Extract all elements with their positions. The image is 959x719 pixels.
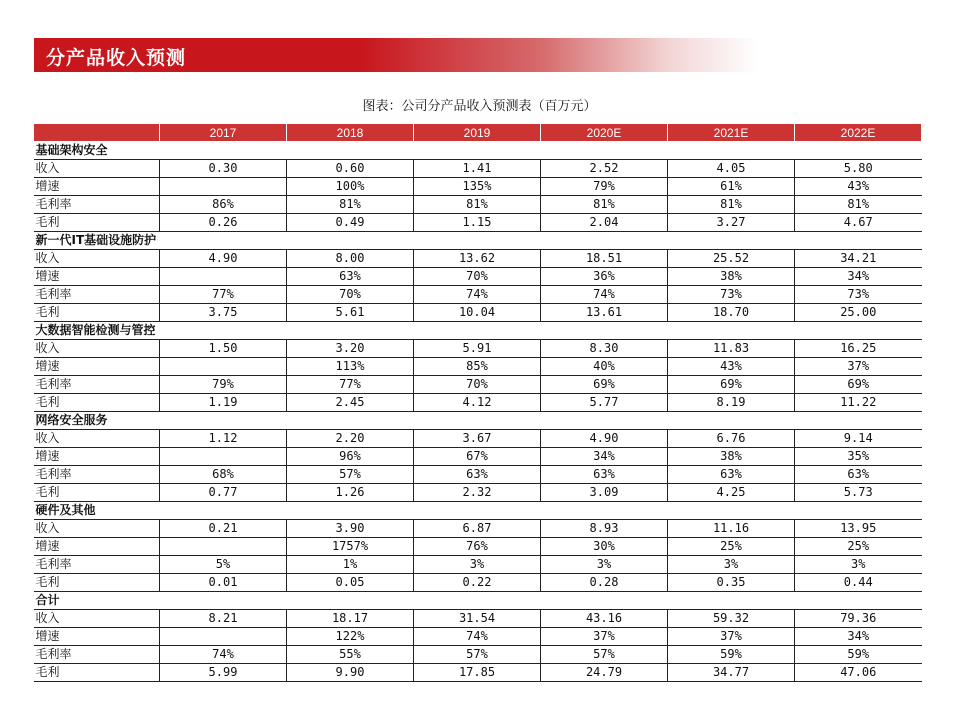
row-label: 收入 (34, 430, 160, 448)
table-cell: 5.99 (160, 664, 287, 682)
table-cell: 86% (160, 196, 287, 214)
table-cell: 3.20 (287, 340, 414, 358)
table-cell: 3.67 (414, 430, 541, 448)
table-cell: 0.28 (541, 574, 668, 592)
table-cell: 38% (668, 268, 795, 286)
column-header: 2017 (160, 124, 287, 142)
table-cell: 122% (287, 628, 414, 646)
table-cell: 74% (541, 286, 668, 304)
table-row (34, 394, 922, 412)
table-cell (160, 538, 287, 556)
table-cell: 25.00 (795, 304, 922, 322)
table-cell: 74% (414, 286, 541, 304)
table-cell: 3% (668, 556, 795, 574)
table-cell: 81% (668, 196, 795, 214)
table-row (34, 484, 922, 502)
table-cell: 0.49 (287, 214, 414, 232)
table-cell: 0.26 (160, 214, 287, 232)
table-row (34, 610, 922, 628)
table-row (34, 466, 922, 484)
table-cell: 3.27 (668, 214, 795, 232)
section-name: 硬件及其他 (34, 502, 922, 520)
table-cell: 2.45 (287, 394, 414, 412)
table-cell: 70% (414, 268, 541, 286)
table-cell: 8.30 (541, 340, 668, 358)
table-row (34, 196, 922, 214)
table-cell: 5.91 (414, 340, 541, 358)
table-cell: 6.87 (414, 520, 541, 538)
table-cell: 3.75 (160, 304, 287, 322)
table-cell: 5.80 (795, 160, 922, 178)
table-cell: 1% (287, 556, 414, 574)
forecast-table (33, 123, 922, 682)
table-cell: 1.41 (414, 160, 541, 178)
section-header-row (34, 412, 922, 430)
table-cell: 3.90 (287, 520, 414, 538)
table-cell: 81% (414, 196, 541, 214)
table-cell: 79.36 (795, 610, 922, 628)
table-cell: 67% (414, 448, 541, 466)
table-cell: 73% (668, 286, 795, 304)
table-cell: 11.22 (795, 394, 922, 412)
table-cell: 37% (668, 628, 795, 646)
table-cell: 0.30 (160, 160, 287, 178)
table-cell: 0.44 (795, 574, 922, 592)
table-cell: 4.05 (668, 160, 795, 178)
table-body (34, 142, 922, 682)
table-cell: 37% (541, 628, 668, 646)
table-cell: 57% (414, 646, 541, 664)
table-cell: 1.12 (160, 430, 287, 448)
row-label: 毛利率 (34, 196, 160, 214)
table-cell (160, 358, 287, 376)
table-cell: 38% (668, 448, 795, 466)
table-cell: 69% (668, 376, 795, 394)
column-header: 2020E (541, 124, 668, 142)
table-cell: 0.35 (668, 574, 795, 592)
table-cell: 25% (795, 538, 922, 556)
section-title: 分产品收入预测 (46, 47, 187, 69)
table-row (34, 646, 922, 664)
table-cell: 34% (795, 268, 922, 286)
table-cell: 69% (541, 376, 668, 394)
table-cell: 9.14 (795, 430, 922, 448)
table-cell: 74% (160, 646, 287, 664)
table-cell: 81% (287, 196, 414, 214)
table-cell: 100% (287, 178, 414, 196)
table-cell: 55% (287, 646, 414, 664)
table-cell: 70% (414, 376, 541, 394)
table-cell: 77% (160, 286, 287, 304)
table-cell: 5.61 (287, 304, 414, 322)
table-cell: 4.25 (668, 484, 795, 502)
table-cell: 47.06 (795, 664, 922, 682)
table-cell: 70% (287, 286, 414, 304)
row-label: 毛利率 (34, 556, 160, 574)
column-header (34, 124, 160, 142)
table-cell: 13.61 (541, 304, 668, 322)
table-cell: 0.60 (287, 160, 414, 178)
row-label: 毛利 (34, 214, 160, 232)
table-cell: 34.77 (668, 664, 795, 682)
table-row (34, 340, 922, 358)
table-cell: 1.19 (160, 394, 287, 412)
table-row (34, 160, 922, 178)
table-cell: 2.04 (541, 214, 668, 232)
table-caption: 图表：公司分产品收入预测表（百万元） (362, 99, 597, 114)
section-name: 基础架构安全 (34, 142, 922, 160)
section-name: 网络安全服务 (34, 412, 922, 430)
section-banner (34, 38, 758, 72)
table-cell: 10.04 (414, 304, 541, 322)
table-cell: 63% (795, 466, 922, 484)
table-cell: 31.54 (414, 610, 541, 628)
table-cell: 69% (795, 376, 922, 394)
table-cell: 34.21 (795, 250, 922, 268)
table-cell: 3% (795, 556, 922, 574)
table-cell: 34% (541, 448, 668, 466)
table-cell: 63% (287, 268, 414, 286)
table-cell: 5.73 (795, 484, 922, 502)
table-cell: 11.83 (668, 340, 795, 358)
table-cell: 0.21 (160, 520, 287, 538)
row-label: 毛利率 (34, 466, 160, 484)
table-cell (160, 268, 287, 286)
table-cell: 11.16 (668, 520, 795, 538)
table-cell: 1.26 (287, 484, 414, 502)
row-label: 毛利率 (34, 286, 160, 304)
row-label: 收入 (34, 520, 160, 538)
table-cell: 63% (414, 466, 541, 484)
row-label: 收入 (34, 160, 160, 178)
table-cell: 13.95 (795, 520, 922, 538)
table-row (34, 448, 922, 466)
table-cell: 79% (541, 178, 668, 196)
column-header: 2021E (668, 124, 795, 142)
table-cell: 5% (160, 556, 287, 574)
table-cell: 24.79 (541, 664, 668, 682)
row-label: 毛利率 (34, 376, 160, 394)
table-cell (160, 448, 287, 466)
row-label: 收入 (34, 610, 160, 628)
table-row (34, 556, 922, 574)
table-row (34, 250, 922, 268)
table-cell: 34% (795, 628, 922, 646)
row-label: 毛利 (34, 394, 160, 412)
table-row (34, 304, 922, 322)
table-cell: 1757% (287, 538, 414, 556)
table-cell: 0.01 (160, 574, 287, 592)
table-cell: 4.90 (160, 250, 287, 268)
section-header-row (34, 142, 922, 160)
table-row (34, 178, 922, 196)
section-header-row (34, 502, 922, 520)
table-cell: 81% (541, 196, 668, 214)
table-cell: 18.17 (287, 610, 414, 628)
table-cell: 25% (668, 538, 795, 556)
row-label: 增速 (34, 358, 160, 376)
table-row (34, 214, 922, 232)
table-cell: 85% (414, 358, 541, 376)
table-cell: 25.52 (668, 250, 795, 268)
table-cell: 4.90 (541, 430, 668, 448)
section-header-row (34, 322, 922, 340)
table-cell: 1.50 (160, 340, 287, 358)
table-cell: 36% (541, 268, 668, 286)
table-cell: 57% (541, 646, 668, 664)
table-cell: 2.20 (287, 430, 414, 448)
table-cell: 73% (795, 286, 922, 304)
table-cell: 4.12 (414, 394, 541, 412)
row-label: 收入 (34, 340, 160, 358)
table-cell: 6.76 (668, 430, 795, 448)
table-cell: 2.32 (414, 484, 541, 502)
table-cell: 63% (668, 466, 795, 484)
section-name: 大数据智能检测与管控 (34, 322, 922, 340)
table-cell: 63% (541, 466, 668, 484)
table-cell: 18.51 (541, 250, 668, 268)
section-header-row (34, 232, 922, 250)
table-row (34, 430, 922, 448)
row-label: 增速 (34, 178, 160, 196)
row-label: 增速 (34, 538, 160, 556)
row-label: 毛利 (34, 304, 160, 322)
table-cell: 57% (287, 466, 414, 484)
table-row (34, 574, 922, 592)
table-cell (160, 178, 287, 196)
table-cell: 81% (795, 196, 922, 214)
table-cell: 4.67 (795, 214, 922, 232)
row-label: 毛利 (34, 484, 160, 502)
table-cell: 0.05 (287, 574, 414, 592)
column-header: 2019 (414, 124, 541, 142)
row-label: 增速 (34, 448, 160, 466)
table-cell: 30% (541, 538, 668, 556)
table-cell: 43% (668, 358, 795, 376)
table-cell: 8.00 (287, 250, 414, 268)
table-cell: 35% (795, 448, 922, 466)
table-cell: 135% (414, 178, 541, 196)
table-cell: 18.70 (668, 304, 795, 322)
table-row (34, 286, 922, 304)
table-cell: 0.77 (160, 484, 287, 502)
table-row (34, 538, 922, 556)
table-cell: 96% (287, 448, 414, 466)
header-row (34, 124, 922, 142)
table-cell: 113% (287, 358, 414, 376)
row-label: 毛利率 (34, 646, 160, 664)
table-cell: 79% (160, 376, 287, 394)
table-cell: 8.19 (668, 394, 795, 412)
table-cell: 8.93 (541, 520, 668, 538)
table-cell: 59.32 (668, 610, 795, 628)
row-label: 增速 (34, 628, 160, 646)
table-cell: 77% (287, 376, 414, 394)
table-cell: 13.62 (414, 250, 541, 268)
table-cell: 3% (541, 556, 668, 574)
table-cell: 5.77 (541, 394, 668, 412)
table-row (34, 520, 922, 538)
section-header-row (34, 592, 922, 610)
row-label: 收入 (34, 250, 160, 268)
row-label: 毛利 (34, 574, 160, 592)
table-cell: 61% (668, 178, 795, 196)
table-row (34, 268, 922, 286)
table-cell: 9.90 (287, 664, 414, 682)
table-cell: 74% (414, 628, 541, 646)
table-row (34, 376, 922, 394)
table-row (34, 358, 922, 376)
table-cell: 59% (668, 646, 795, 664)
row-label: 毛利 (34, 664, 160, 682)
column-header: 2022E (795, 124, 922, 142)
table-cell: 2.52 (541, 160, 668, 178)
table-cell: 1.15 (414, 214, 541, 232)
table-row (34, 664, 922, 682)
table-cell: 8.21 (160, 610, 287, 628)
table-row (34, 628, 922, 646)
column-header: 2018 (287, 124, 414, 142)
table-cell: 3% (414, 556, 541, 574)
table-cell: 16.25 (795, 340, 922, 358)
section-name: 新一代IT基础设施防护 (34, 232, 922, 250)
table-cell: 37% (795, 358, 922, 376)
table-cell: 17.85 (414, 664, 541, 682)
row-label: 增速 (34, 268, 160, 286)
table-cell: 40% (541, 358, 668, 376)
table-cell: 3.09 (541, 484, 668, 502)
table-cell: 59% (795, 646, 922, 664)
table-cell: 0.22 (414, 574, 541, 592)
table-cell (160, 628, 287, 646)
section-name: 合计 (34, 592, 922, 610)
table-cell: 76% (414, 538, 541, 556)
table-cell: 43.16 (541, 610, 668, 628)
table-cell: 43% (795, 178, 922, 196)
table-cell: 68% (160, 466, 287, 484)
